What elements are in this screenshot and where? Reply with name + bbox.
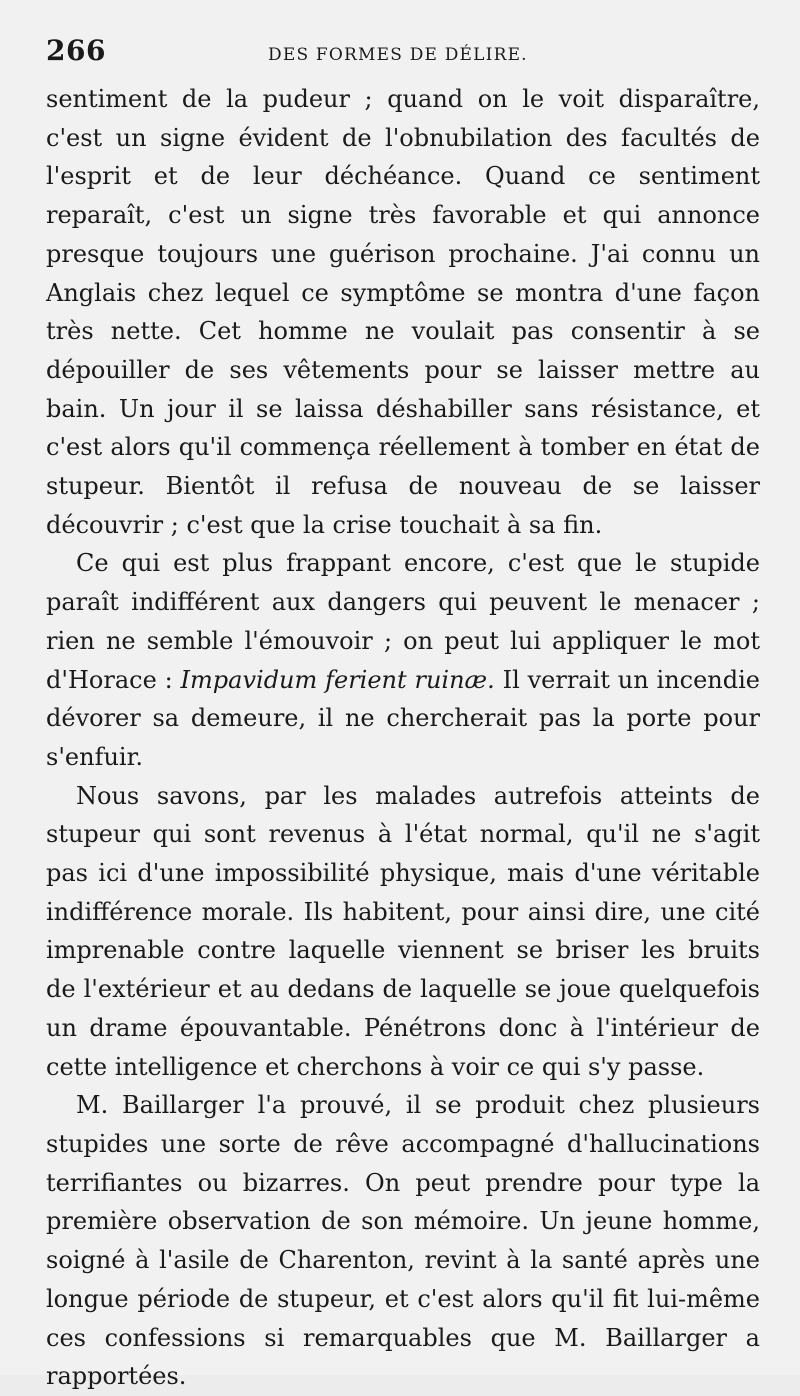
paragraph-4: M. Baillarger l'a prouvé, il se produit chez plusieurs stupides une sorte de rêve accompagné d'hallucinations terrifiantes ou bizarres. On peut prendre pour type la première observation de son mémoire. Un jeune homme, soigné à l'asile de Charenton, revint à la santé après une longue période de stupeur, et c'est alors qu'il fit lui-même ces confessions si remarquables que M. Baillarger a rapportées. [46,1091,760,1391]
paragraph-2-end: Il verrait un incendie dévorer sa demeure, il ne chercherait pas la porte pour s'enfuir. [46,665,760,771]
body-text [46,80,760,1396]
paragraph-2 [46,544,760,776]
paragraph-1: sentiment de la pudeur ; quand on le voit disparaître, c'est un signe évident de l'obnubilation des facultés de l'esprit et de leur déchéance. Quand ce sentiment reparaît, c'est un signe très favorable et qui annonce presque toujours une guérison prochaine. J'ai connu un Anglais chez lequel ce symptôme se montra d'une façon très nette. Cet homme ne voulait pas consentir à se dépouiller de ses vêtements pour se laisser mettre au bain. Un jour il se laissa déshabiller sans résistance, et c'est alors qu'il commença réellement à tomber en état de stupeur. Bientôt il refusa de nouveau de se laisser découvrir ; c'est que la crise touchait à sa fin. [46,85,760,539]
paragraph-3: Nous savons, par les malades autrefois atteints de stupeur qui sont revenus à l'état normal, qu'il ne s'agit pas ici d'une impossibilité physique, mais d'une véritable indifférence morale. Ils habitent, pour ainsi dire, une cité imprenable contre laquelle viennent se briser les bruits de l'extérieur et au dedans de laquelle se joue quelquefois un drame épouvantable. Pénétrons donc à l'intérieur de cette intelligence et cherchons à voir ce qui s'y passe. [46,781,760,1081]
page-header [46,34,760,74]
latin-quote: Impavidum ferient ruinæ. [180,665,495,694]
page-number: 266 [46,34,106,67]
paragraph-2-start: Ce qui est plus frappant encore, c'est que le stupide paraît indifférent aux dangers qui peuvent le menacer ; rien ne semble l'émouvoir ; on peut lui appliquer le mot d'Horace : [46,549,760,694]
running-title: DES FORMES DE DÉLIRE. [268,45,528,65]
